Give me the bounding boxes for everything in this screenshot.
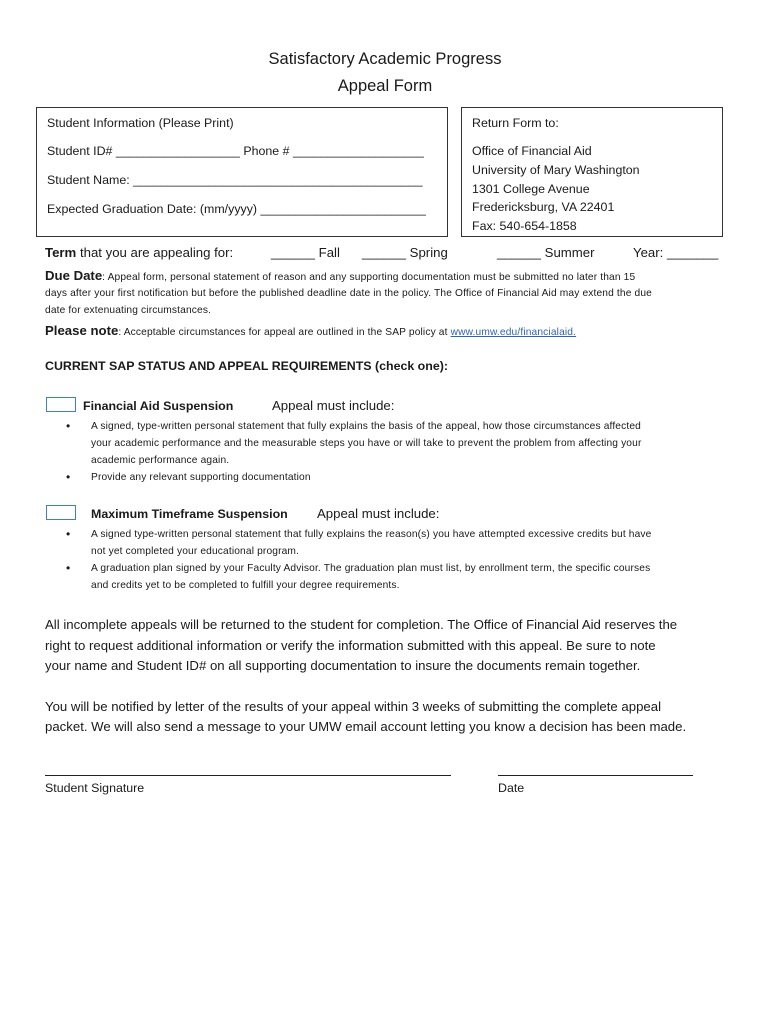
timeframe-req1-line2: not yet completed your educational program. <box>91 546 300 557</box>
incomplete-appeals-line3: your name and Student ID# on all supporting documentation to insure the documents remain together. <box>45 658 641 673</box>
return-office: Office of Financial Aid <box>472 144 592 158</box>
return-fax: Fax: 540-654-1858 <box>472 219 577 233</box>
timeframe-req2-line1: A graduation plan signed by your Faculty Advisor. The graduation plan must list, by enrollment term, the specific courses <box>91 563 651 574</box>
due-date-line1: Due Date: Appeal form, personal statement of reason and any supporting documentation must be submitted no later than 15 <box>45 268 636 283</box>
max-timeframe-suspension-checkbox[interactable] <box>46 505 76 520</box>
student-name-field[interactable]: Student Name: __________________________________________ <box>47 173 423 187</box>
financial-aid-suspension-label: Financial Aid Suspension <box>83 399 234 413</box>
form-title: Satisfactory Academic Progress <box>268 50 502 68</box>
suspension-req2-line1: Provide any relevant supporting documentation <box>91 472 311 483</box>
term-year-field[interactable]: Year: _______ <box>633 245 719 260</box>
timeframe-req1-line1: A signed type-written personal statement that fully explains the reason(s) you have attempted excessive credits but have <box>91 529 652 540</box>
timeframe-must-include: Appeal must include: <box>317 506 440 521</box>
please-note: Please note: Acceptable circumstances for appeal are outlined in the SAP policy at www.umw.edu/financialaid. <box>45 323 577 338</box>
return-street: 1301 College Avenue <box>472 182 590 196</box>
student-info-heading: Student Information (Please Print) <box>47 116 234 130</box>
notification-line2: packet. We will also send a message to your UMW email account letting you know a decision has been made. <box>45 719 687 734</box>
suspension-req1-line1: A signed, type-written personal statement that fully explains the basis of the appeal, how those circumstances affected <box>91 421 641 432</box>
student-info-box <box>36 107 448 237</box>
max-timeframe-suspension-label: Maximum Timeframe Suspension <box>91 507 288 521</box>
date-line[interactable] <box>498 775 693 776</box>
bullet-icon: • <box>66 561 71 575</box>
term-label: Term that you are appealing for: <box>45 245 234 260</box>
return-address-box <box>461 107 723 237</box>
incomplete-appeals-line1: All incomplete appeals will be returned to the student for completion. The Office of Financial Aid reserves the <box>45 617 678 632</box>
form-subtitle: Appeal Form <box>337 77 433 95</box>
suspension-req1-line3: academic performance again. <box>91 455 230 466</box>
suspension-must-include: Appeal must include: <box>272 398 395 413</box>
due-date-line3: date for extenuating circumstances. <box>45 305 212 316</box>
return-city: Fredericksburg, VA 22401 <box>472 200 615 214</box>
timeframe-req2-line2: and credits yet to be completed to fulfill your degree requirements. <box>91 580 400 591</box>
financial-aid-link[interactable]: www.umw.edu/financialaid. <box>450 327 577 338</box>
bullet-icon: • <box>66 470 71 484</box>
bullet-icon: • <box>66 527 71 541</box>
graduation-date-field[interactable]: Expected Graduation Date: (mm/yyyy) ________________________ <box>47 202 426 216</box>
return-university: University of Mary Washington <box>472 163 640 177</box>
return-heading: Return Form to: <box>472 116 559 130</box>
term-spring-option[interactable]: ______ Spring <box>362 245 448 260</box>
student-id-phone-field[interactable]: Student ID# __________________ Phone # ___________________ <box>47 144 424 158</box>
student-signature-label: Student Signature <box>45 781 145 795</box>
student-signature-line[interactable] <box>45 775 451 776</box>
financial-aid-suspension-checkbox[interactable] <box>46 397 76 412</box>
suspension-req1-line2: your academic performance and the measurable steps you have or will take to prevent the problem from affecting your <box>91 438 642 449</box>
notification-line1: You will be notified by letter of the results of your appeal within 3 weeks of submitting the complete appeal <box>45 699 662 714</box>
date-label: Date <box>498 781 525 795</box>
incomplete-appeals-line2: right to request additional information or verify the information submitted with this appeal. Be sure to note <box>45 638 656 653</box>
term-fall-option[interactable]: ______ Fall <box>271 245 340 260</box>
due-date-line2: days after your first notification but before the published deadline date in the policy. The Office of Financial Aid may extend the due <box>45 288 652 299</box>
term-summer-option[interactable]: ______ Summer <box>497 245 595 260</box>
bullet-icon: • <box>66 419 71 433</box>
sap-status-heading: CURRENT SAP STATUS AND APPEAL REQUIREMENTS (check one): <box>45 359 448 373</box>
